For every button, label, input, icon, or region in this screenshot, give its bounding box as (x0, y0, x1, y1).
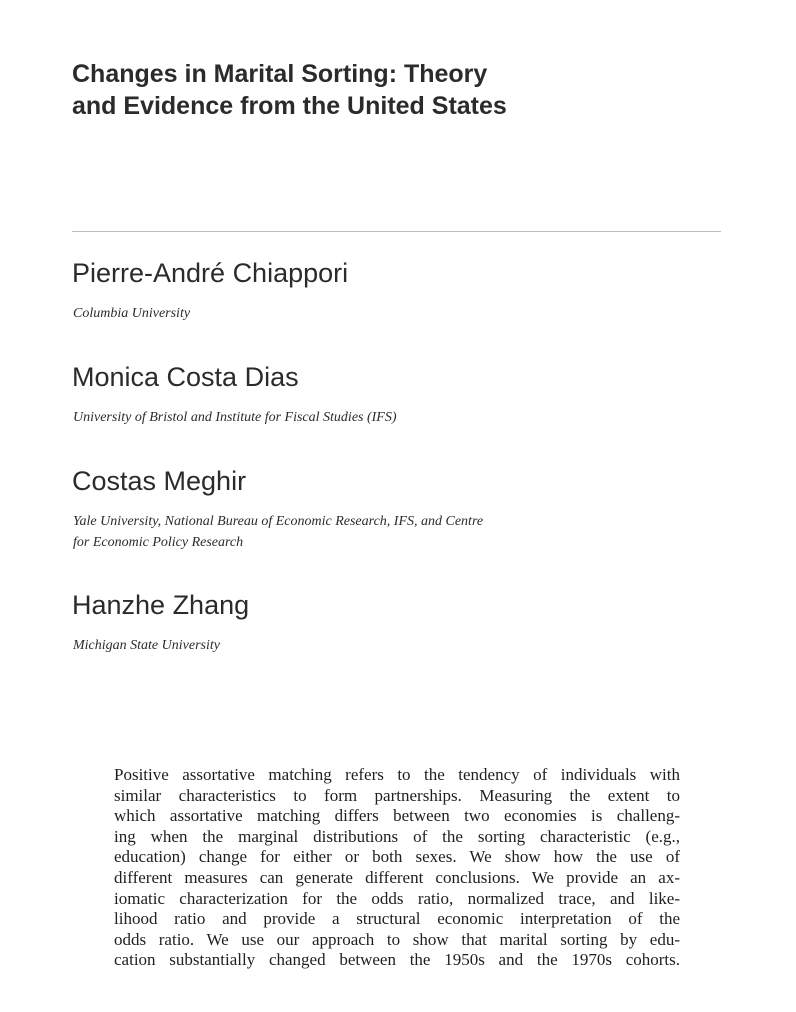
abstract (114, 765, 680, 971)
author-block (72, 589, 752, 656)
abstract-line: similar characteristics to form partnerships. Measuring the extent to (114, 785, 680, 805)
author-name: Costas Meghir (72, 466, 247, 496)
abstract-line: lihood ratio and provide a structural economic interpretation of the (114, 909, 680, 929)
author-affiliation: Michigan State University (73, 638, 220, 653)
author-block (72, 361, 752, 428)
abstract-line: cation substantially changed between the 1950s and the 1970s cohorts. (114, 950, 680, 970)
author-block (72, 257, 752, 324)
author-affiliation: Yale University, National Bureau of Economic Research, IFS, and Centre for Economic Policy Research (73, 514, 484, 550)
paper-title: Changes in Marital Sorting: Theory and Evidence from the United States (72, 60, 507, 120)
abstract-line: iomatic characterization for the odds ratio, normalized trace, and like- (114, 888, 680, 908)
abstract-line: Positive assortative matching refers to the tendency of individuals with (114, 765, 680, 784)
abstract-line: odds ratio. We use our approach to show that marital sorting by edu- (114, 929, 680, 949)
author-affiliation: University of Bristol and Institute for Fiscal Studies (IFS) (73, 410, 397, 425)
author-name: Hanzhe Zhang (72, 590, 250, 620)
author-block (72, 465, 752, 553)
abstract-line: which assortative matching differs between two economies is challeng- (114, 806, 680, 826)
author-affiliation: Columbia University (73, 306, 191, 321)
author-name: Monica Costa Dias (72, 362, 299, 392)
abstract-line: ing when the marginal distributions of the sorting characteristic (e.g., (114, 826, 680, 846)
title-divider (72, 231, 721, 232)
abstract-line: different measures can generate different conclusions. We provide an ax- (114, 867, 680, 887)
author-name: Pierre-André Chiappori (72, 258, 349, 288)
abstract-line: education) change for either or both sexes. We show how the use of (114, 847, 680, 867)
